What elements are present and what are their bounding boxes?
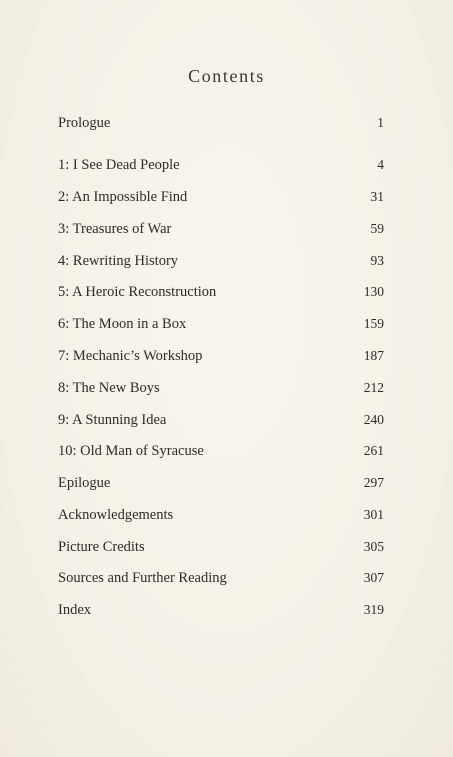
toc-entry-page-number: 261 [363, 443, 384, 458]
toc-entry-label: Index [58, 602, 92, 618]
toc-entry-index [58, 600, 384, 620]
toc-entry-chapter-4 [58, 251, 384, 271]
toc-entry-chapter-8 [58, 378, 384, 398]
toc-entry-page-number: 297 [363, 475, 384, 490]
toc-entry-label: 7: Mechanic’s Workshop [58, 348, 203, 364]
toc-entry-label: 5: A Heroic Reconstruction [58, 284, 217, 300]
toc-entry-chapter-3 [58, 219, 384, 239]
page-title: Contents [188, 66, 265, 86]
toc-entry-chapter-9 [58, 410, 384, 430]
toc-entry-page-number: 59 [370, 221, 384, 236]
toc-entry-page-number: 4 [377, 157, 384, 172]
toc-entry-chapter-5 [58, 282, 384, 302]
toc-entry-page-number: 93 [370, 253, 384, 268]
toc-entry-chapter-2 [58, 187, 384, 207]
toc-entry-page-number: 187 [363, 348, 384, 363]
toc-entry-page-number: 212 [363, 380, 384, 395]
toc-entry-label: Acknowledgements [58, 507, 174, 523]
toc-entry-label: 10: Old Man of Syracuse [58, 443, 204, 459]
toc-entry-chapter-7 [58, 346, 384, 366]
toc-entry-page-number: 1 [377, 115, 384, 130]
toc-entry-acknowledgements [58, 505, 384, 525]
toc-entry-epilogue [58, 473, 384, 493]
toc-entry-chapter-6 [58, 314, 384, 334]
toc-entry-label: 1: I See Dead People [58, 157, 180, 173]
toc-entry-label: 3: Treasures of War [58, 221, 172, 237]
toc-entry-label: 8: The New Boys [58, 380, 160, 396]
toc-entry-label: Epilogue [58, 475, 111, 491]
toc-entry-page-number: 159 [363, 316, 384, 331]
toc-entry-picture-credits [58, 537, 384, 557]
toc-entry-label: 2: An Impossible Find [58, 189, 188, 205]
toc-entry-page-number: 301 [363, 507, 384, 522]
toc-entry-label: 6: The Moon in a Box [58, 316, 187, 332]
toc-entry-sources [58, 568, 384, 588]
toc-entry-page-number: 305 [363, 539, 384, 554]
toc-entry-label: Picture Credits [58, 539, 145, 555]
toc-entry-label: 4: Rewriting History [58, 253, 179, 269]
toc-entry-page-number: 307 [363, 570, 384, 585]
toc-entry-page-number: 240 [363, 412, 384, 427]
toc-entry-chapter-1 [58, 155, 384, 175]
toc-entry-label: Prologue [58, 115, 111, 131]
toc-entry-page-number: 319 [363, 602, 384, 617]
toc-entry-page-number: 31 [370, 189, 384, 204]
toc-entry-page-number: 130 [363, 284, 384, 299]
toc-entry-prologue [58, 113, 384, 133]
toc-entry-label: 9: A Stunning Idea [58, 412, 167, 428]
toc-entry-label: Sources and Further Reading [58, 570, 227, 586]
toc-entry-chapter-10 [58, 441, 384, 461]
